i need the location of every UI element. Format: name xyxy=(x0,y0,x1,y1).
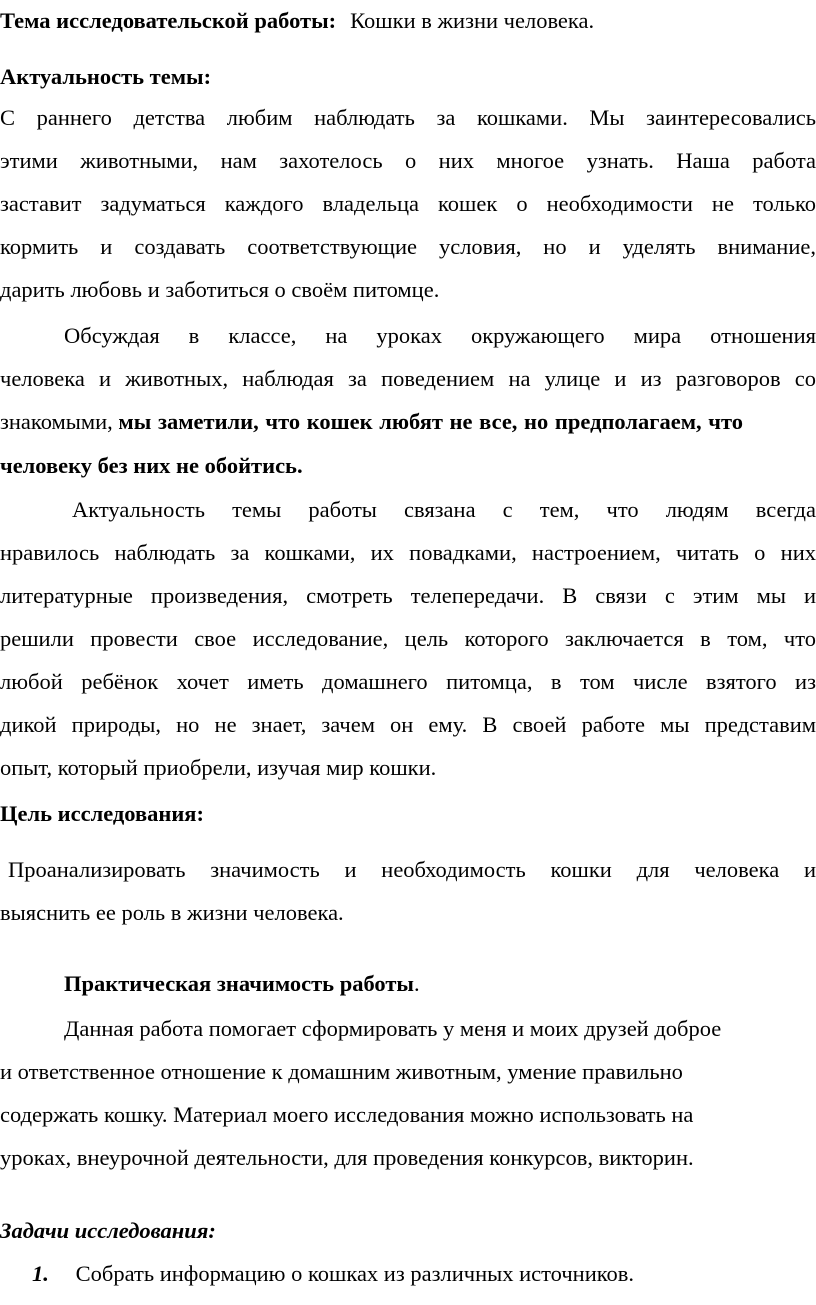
relevance-p3-line: нравилось наблюдать за кошками, их повадками, настроением, читать о них xyxy=(0,540,816,565)
goal-heading: Цель исследования: xyxy=(0,801,204,826)
topic-value: Кошки в жизни человека. xyxy=(350,8,595,33)
relevance-p1-line: кормить и создавать соответствующие условия, но и уделять внимание, xyxy=(0,234,816,259)
goal-line: выяснить ее роль в жизни человека. xyxy=(0,900,344,925)
practical-line: содержать кошку. Материал моего исследования можно использовать на xyxy=(0,1102,694,1127)
relevance-p3-line: решили провести свое исследование, цель которого заключается в том, что xyxy=(0,626,816,651)
practical-heading-dot: . xyxy=(414,971,420,996)
relevance-p3-line: литературные произведения, смотреть телепередачи. В связи с этим мы и xyxy=(0,583,816,608)
practical-line: и ответственное отношение к домашним животным, умение правильно xyxy=(0,1059,683,1084)
relevance-p2-bold: мы заметили, что кошек любят не все, но предполагаем, что xyxy=(118,409,743,434)
practical-line: Данная работа помогает сформировать у меня и моих друзей доброе xyxy=(64,1016,722,1041)
task-item xyxy=(0,1259,816,1289)
tasks-heading: Задачи исследования: xyxy=(0,1218,216,1243)
relevance-p2-line: Обсуждая в классе, на уроках окружающего мира отношения xyxy=(64,323,816,348)
relevance-p1-line: дарить любовь и заботиться о своём питомце. xyxy=(0,277,440,302)
relevance-p2-bold-line: человеку без них не обойтись. xyxy=(0,453,303,478)
relevance-p1-line: С раннего детства любим наблюдать за кошками. Мы заинтересовались xyxy=(0,105,816,130)
practical-line: уроках, внеурочной деятельности, для проведения конкурсов, викторин. xyxy=(0,1145,694,1170)
practical-heading-line xyxy=(0,969,816,999)
task-text: Собрать информацию о кошках из различных источников. xyxy=(75,1261,635,1286)
relevance-p2-normal: знакомыми, xyxy=(0,409,113,434)
relevance-p2-line: человека и животных, наблюдая за поведением на улице и из разговоров со xyxy=(0,366,816,391)
relevance-p1-line: этими животными, нам захотелось о них многое узнать. Наша работа xyxy=(0,148,816,173)
relevance-p3-line: дикой природы, но не знает, зачем он ему. В своей работе мы представим xyxy=(0,712,816,737)
topic-label: Тема исследовательской работы: xyxy=(0,8,337,33)
practical-heading: Практическая значимость работы xyxy=(64,971,414,996)
relevance-p3-line: любой ребёнок хочет иметь домашнего питомца, в том числе взятого из xyxy=(0,669,816,694)
relevance-p2-line-mixed xyxy=(0,407,816,437)
task-number: 1. xyxy=(32,1261,49,1286)
topic-line xyxy=(0,6,816,36)
relevance-heading: Актуальность темы: xyxy=(0,64,212,89)
relevance-p3-line: Актуальность темы работы связана с тем, что людям всегда xyxy=(72,497,816,522)
relevance-p3-line: опыт, который приобрели, изучая мир кошки. xyxy=(0,755,437,780)
relevance-p1-line: заставит задуматься каждого владельца кошек о необходимости не только xyxy=(0,191,816,216)
goal-line: Проанализировать значимость и необходимость кошки для человека и xyxy=(8,857,816,882)
